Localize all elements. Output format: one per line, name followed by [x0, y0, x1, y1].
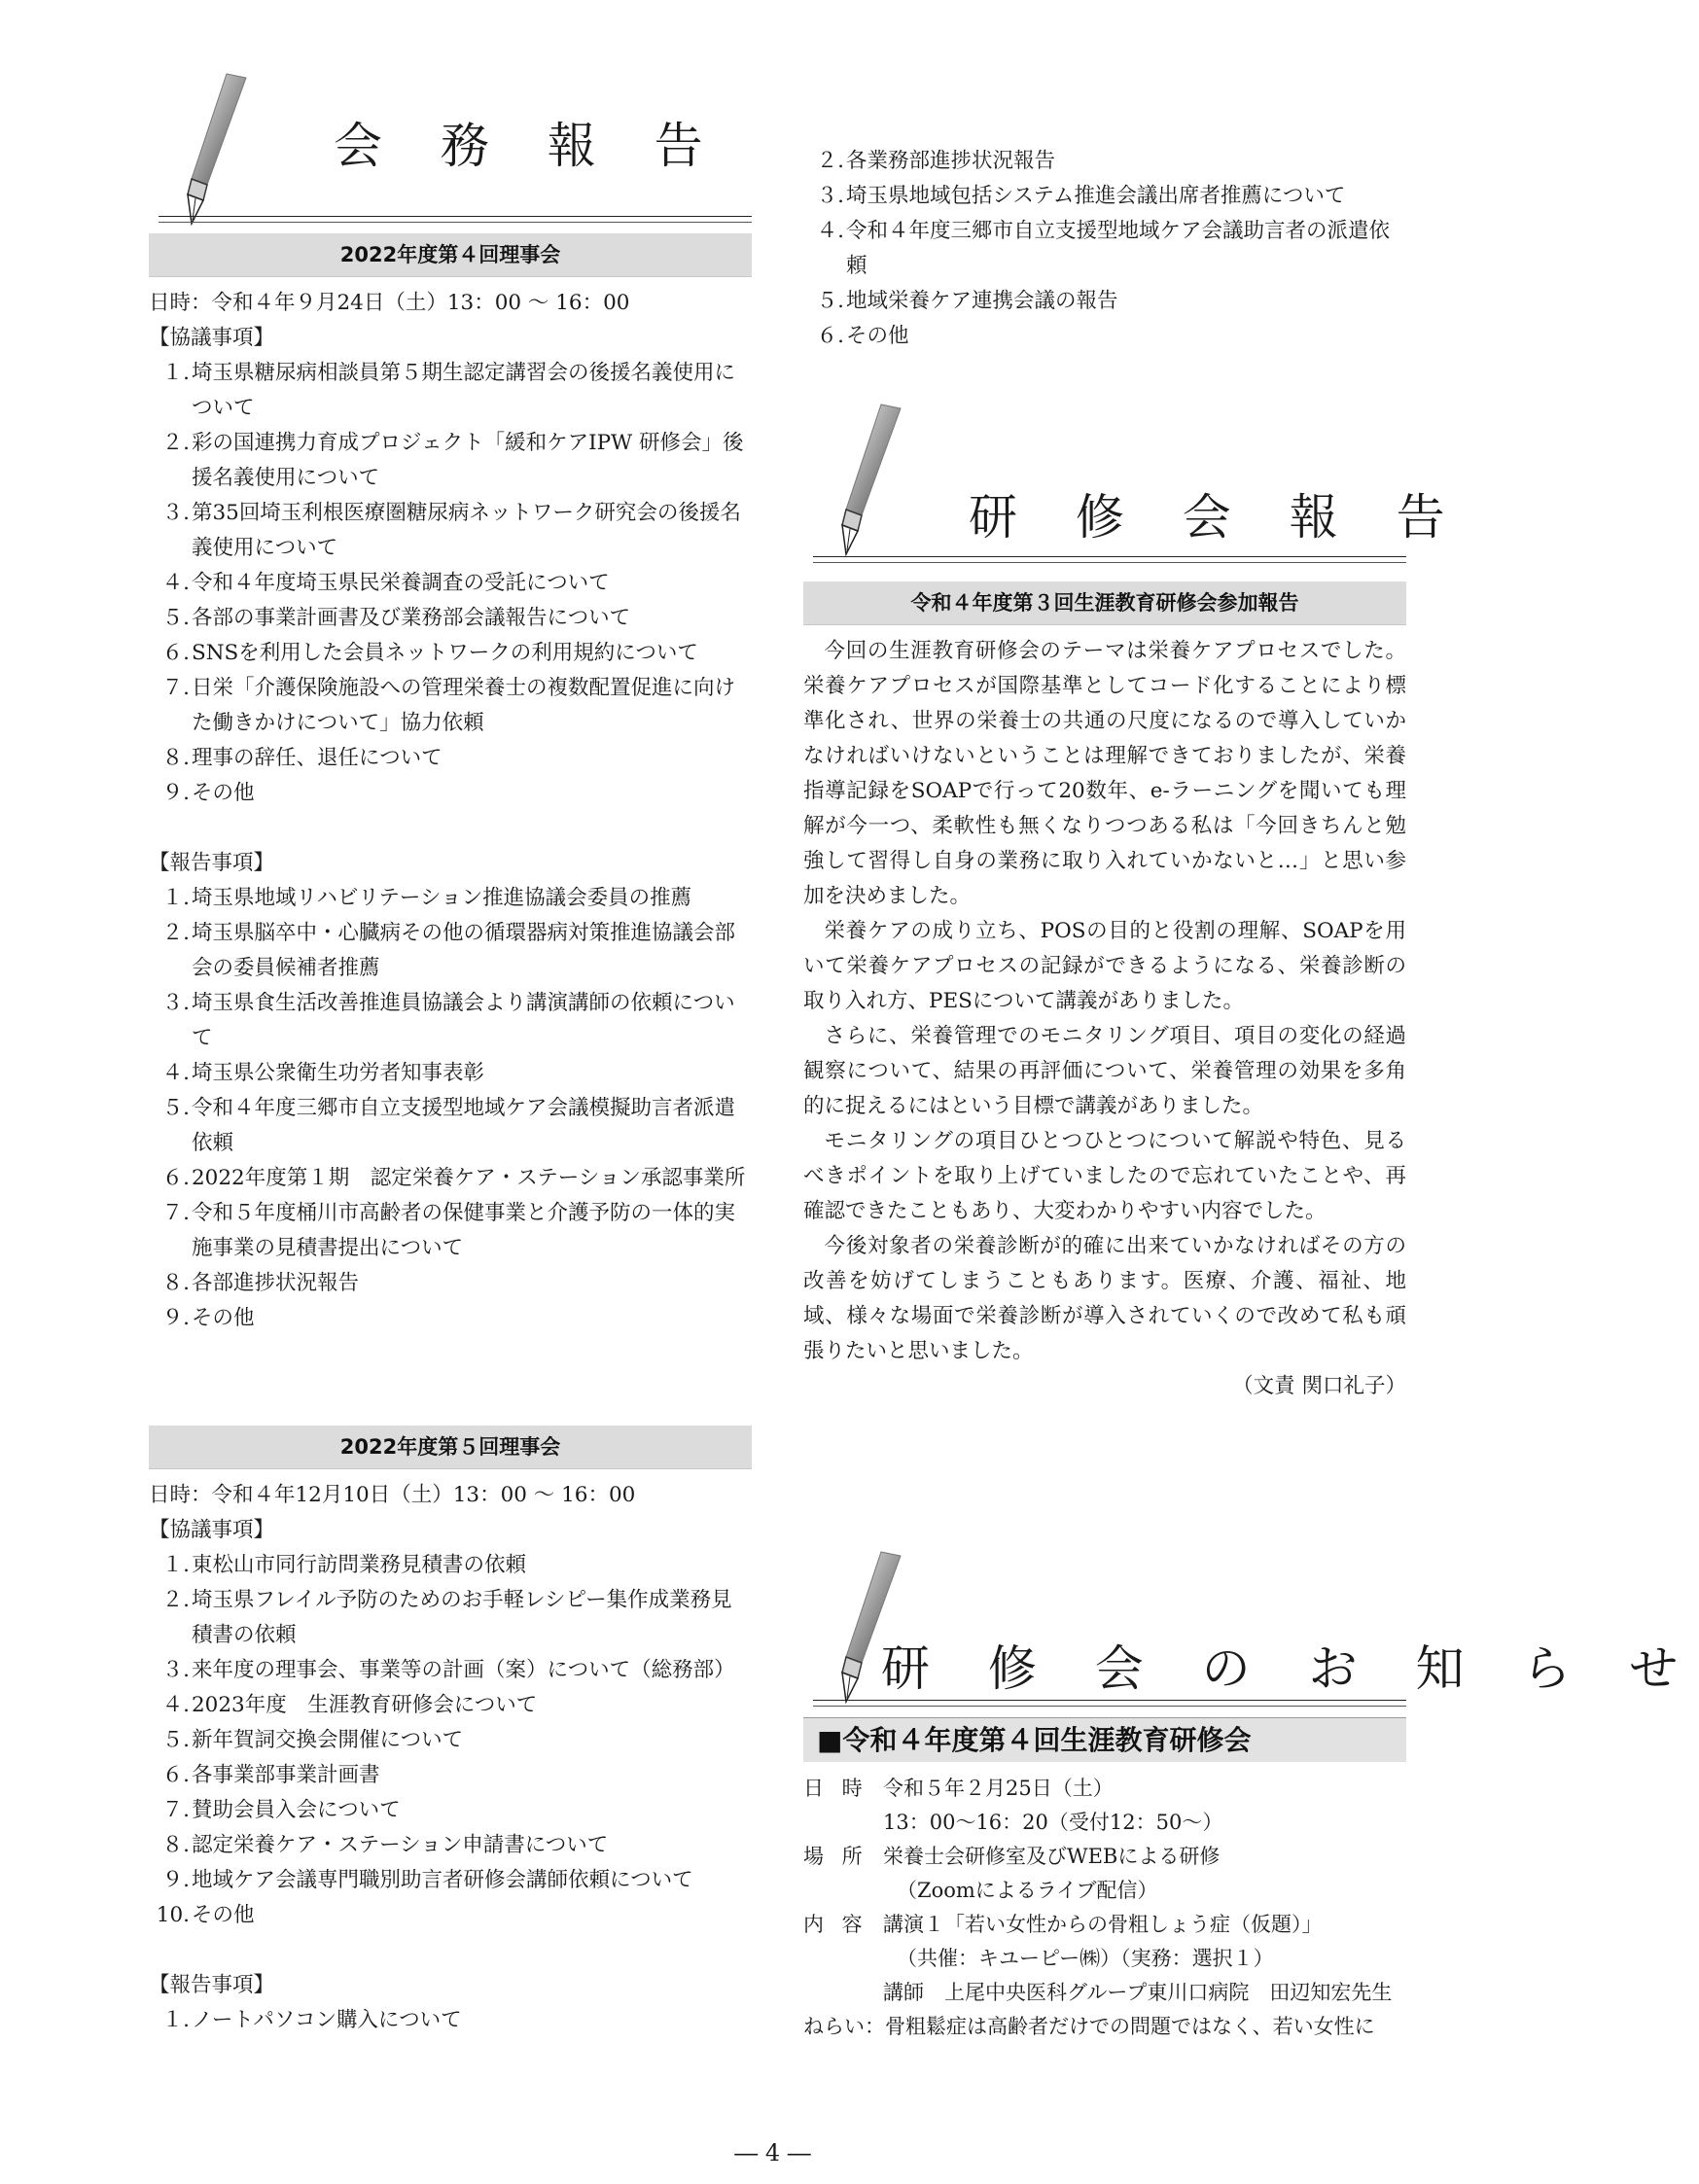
section-header-notice	[803, 1556, 1699, 1697]
list-item: ９. その他	[161, 1306, 255, 1330]
notice-content-note: （共催：キユーピー㈱）（実務：選択１）	[897, 1947, 1274, 1970]
notice-place-label: 場 所	[803, 1845, 868, 1868]
section-rule	[813, 556, 1406, 557]
section-rule-thin	[813, 1706, 1406, 1707]
report-paragraph: 今回の生涯教育研修会のテーマは栄養ケアプロセスでした。栄養ケアプロセスが国際基準としてコード化することにより標準化され、世界の栄養士の共通の尺度になるので導入していかなければいけないということは理解できておりましたが、栄養指導記録をSOAPで行って20数年、e-ラーニングを聞いても理解が今一つ、柔軟性も無くなりつつある私は「今回きちんと勉強して習得し自身の業務に取り入れていかないと…」と思い参加を決めました。	[803, 639, 1406, 908]
section-title: 会 務 報 告	[334, 118, 725, 174]
meeting4-body	[149, 286, 752, 1336]
meeting4-heading: 2022年度第４回理事会	[149, 233, 752, 277]
meeting5-report-list	[149, 2003, 752, 2038]
list-item: ４. 令和４年度三郷市自立支援型地域ケア会議助言者の派遣依頼	[816, 219, 1391, 278]
meeting4-discussion-list	[149, 356, 752, 811]
list-item: ７. 令和５年度桶川市高齢者の保健事業と介護予防の一体的実施事業の見積書提出について	[161, 1201, 736, 1260]
report-signature: （文責 関口礼子）	[1232, 1374, 1406, 1398]
list-item: １. 埼玉県地域リハビリテーション推進協議会委員の推薦	[161, 886, 692, 910]
list-item: ９. 地域ケア会議専門職別助言者研修会講師依頼について	[161, 1868, 693, 1892]
meeting4-report-list	[149, 881, 752, 1336]
list-item: ８. 理事の辞任、退任について	[161, 746, 442, 770]
list-item: ８. 認定栄養ケア・ステーション申請書について	[161, 1833, 609, 1857]
notice-place-note: （Zoomによるライブ配信）	[897, 1879, 1158, 1902]
list-item: ３. 第35回埼玉利根医療圏糖尿病ネットワーク研究会の後援名義使用について	[161, 501, 741, 560]
notice-heading: ■令和４年度第４回生涯教育研修会	[803, 1717, 1406, 1762]
list-item: ２. 各業務部進捗状況報告	[816, 149, 1056, 173]
list-item: ３. 埼玉県地域包括システム推進会議出席者推薦について	[816, 184, 1346, 208]
list-item: １. ノートパソコン購入について	[161, 2008, 462, 2032]
meeting5-body	[149, 1478, 752, 2038]
notice-date-label: 日 時	[803, 1777, 868, 1800]
list-item: ５. 新年賀詞交換会開催について	[161, 1728, 464, 1752]
list-item: ２. 埼玉県脳卒中・心臓病その他の循環器病対策推進協議会部会の委員候補者推薦	[161, 921, 736, 980]
section-rule	[813, 1700, 1406, 1701]
meeting5-datetime: 日時：令和４年12月10日（土）13：00 ～ 16：00	[149, 1483, 636, 1507]
meeting5-discussion-heading: 【協議事項】	[149, 1518, 275, 1542]
list-item: ４. 2023年度 生涯教育研修会について	[161, 1693, 538, 1717]
section-rule-thin	[813, 562, 1406, 563]
list-item: １. 東松山市同行訪問業務見積書の依頼	[161, 1553, 527, 1577]
list-item: １. 埼玉県糖尿病相談員第５期生認定講習会の後援名義使用について	[161, 361, 736, 420]
list-item: ４. 令和４年度埼玉県民栄養調査の受託について	[161, 571, 610, 595]
report-paragraph: 栄養ケアの成り立ち、POSの目的と役割の理解、SOAPを用いて栄養ケアプロセスの記録ができるようになる、栄養診断の取り入れ方、PESについて講義がありました。	[803, 919, 1406, 1013]
notice-date-row	[803, 1772, 1406, 1806]
meeting5-report-heading: 【報告事項】	[149, 1973, 275, 1997]
notice-date-value: 令和５年２月25日（土）	[883, 1777, 1114, 1800]
fountain-pen-icon	[149, 78, 256, 224]
meeting4-datetime: 日時：令和４年９月24日（土）13：00 ～ 16：00	[149, 291, 630, 315]
list-item: ２. 彩の国連携力育成プロジェクト「緩和ケアIPW 研修会」後援名義使用について	[161, 431, 744, 490]
list-item: ６. その他	[816, 324, 909, 348]
list-item: ３. 来年度の理事会、事業等の計画（案）について（総務部）	[161, 1658, 735, 1682]
notice-time-value: 13：00～16：20（受付12：50～）	[883, 1811, 1223, 1834]
section-header-kaimu	[149, 78, 752, 175]
list-item: ７. 日栄「介護保険施設への管理栄養士の複数配置促進に向けた働きかけについて」協力依頼	[161, 676, 736, 735]
page-number: ― 4 ―	[734, 2139, 811, 2166]
list-item: ８. 各部進捗状況報告	[161, 1271, 360, 1295]
list-item: ４. 埼玉県公衆衛生功労者知事表彰	[161, 1061, 485, 1085]
list-item: ６. 2022年度第１期 認定栄養ケア・ステーション承認事業所	[161, 1166, 746, 1190]
notice-body	[803, 1772, 1406, 2044]
report-paragraph: モニタリングの項目ひとつひとつについて解説や特色、見るべきポイントを取り上げていましたので忘れていたことや、再確認できたこともあり、大変わかりやすい内容でした。	[803, 1129, 1406, 1223]
list-item: ２. 埼玉県フレイル予防のためのお手軽レシピー集作成業務見積書の依頼	[161, 1588, 732, 1647]
continued-report-list	[803, 144, 1406, 354]
training-report-body	[803, 634, 1406, 1404]
notice-place-value: 栄養士会研修室及びWEBによる研修	[883, 1845, 1221, 1868]
list-item: ５. 地域栄養ケア連携会議の報告	[816, 289, 1118, 313]
report-paragraph: 今後対象者の栄養診断が的確に出来ていかなければその方の改善を妨げてしまうこともあります。医療、介護、福祉、地域、様々な場面で栄養診断が導入されていくので改めて私も頑張りたいと思いました。	[803, 1234, 1406, 1363]
fountain-pen-icon	[803, 408, 910, 554]
meeting4-discussion-heading: 【協議事項】	[149, 326, 275, 350]
section-header-training-report	[803, 408, 1467, 546]
section-rule	[159, 216, 752, 217]
list-item: ３. 埼玉県食生活改善推進員協議会より講演講師の依頼について	[161, 991, 735, 1050]
meeting4-report-heading: 【報告事項】	[149, 851, 275, 875]
list-item: ５. 令和４年度三郷市自立支援型地域ケア会議模擬助言者派遣依頼	[161, 1096, 736, 1155]
list-item: ５. 各部の事業計画書及び業務部会議報告について	[161, 606, 631, 630]
list-item: ９. その他	[161, 781, 255, 805]
notice-content-row	[803, 1908, 1406, 1942]
notice-aim: ねらい：骨粗鬆症は高齢者だけでの問題ではなく、若い女性に	[803, 2015, 1375, 2038]
list-item: ６. SNSを利用した会員ネットワークの利用規約について	[161, 641, 698, 665]
list-item: ６. 各事業部事業計画書	[161, 1763, 380, 1787]
report-paragraph: さらに、栄養管理でのモニタリング項目、項目の変化の経過観察について、結果の再評価について、栄養管理の効果を多角的に捉えるにはという目標で講義がありました。	[803, 1024, 1406, 1118]
training-report-heading: 令和４年度第３回生涯教育研修会参加報告	[803, 581, 1406, 625]
list-item: 10. その他	[156, 1903, 255, 1927]
section-title: 研 修 会 の お 知 ら せ	[881, 1640, 1699, 1697]
notice-content-label: 内 容	[803, 1913, 868, 1936]
meeting5-discussion-list	[149, 1548, 752, 1933]
list-item: ７. 賛助会員入会について	[161, 1798, 401, 1822]
notice-place-row	[803, 1840, 1406, 1874]
meeting5-heading: 2022年度第５回理事会	[149, 1426, 752, 1469]
section-title: 研 修 会 報 告	[969, 489, 1467, 546]
section-rule-thin	[159, 222, 752, 223]
notice-content-value: 講演１「若い女性からの骨粗しょう症（仮題）」	[883, 1913, 1323, 1936]
notice-lecturer: 講師 上尾中央医科グループ東川口病院 田辺知宏先生	[883, 1981, 1393, 2004]
